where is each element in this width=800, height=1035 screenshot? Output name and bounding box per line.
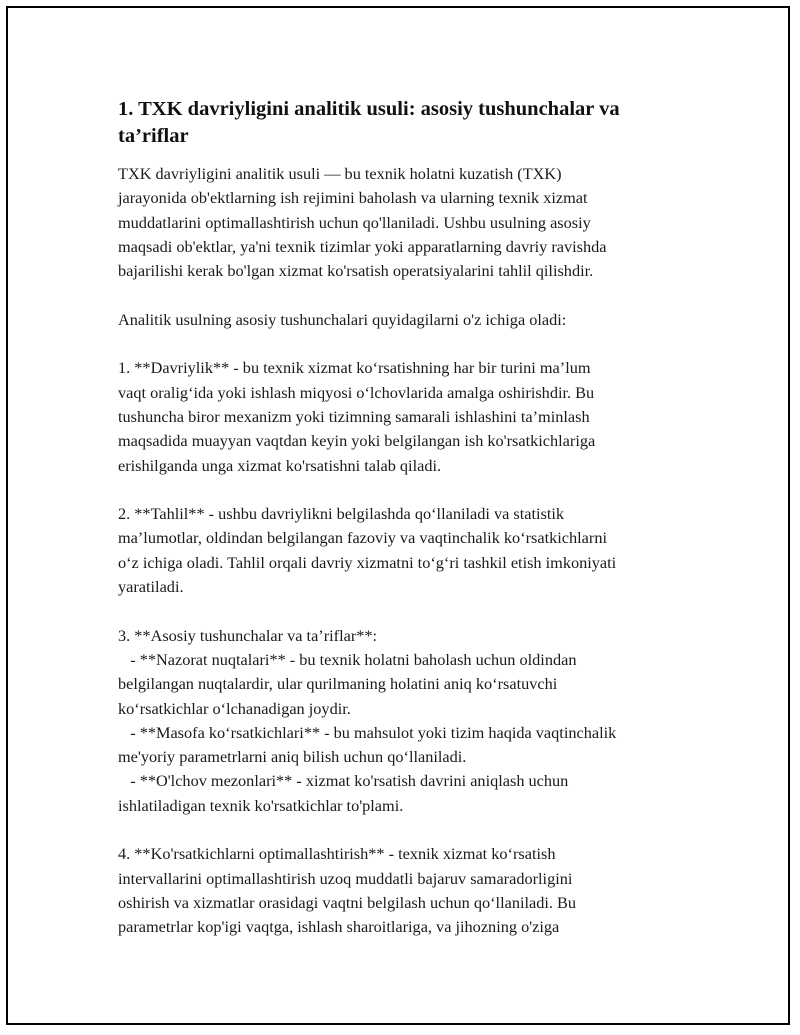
list-item-analysis xyxy=(118,502,690,599)
heading-line: ta’riflar xyxy=(118,125,189,147)
text-line: - **Nazorat nuqtalari** - bu texnik holatni baholash uchun oldindan xyxy=(118,649,577,669)
text-line: tushuncha biror mexanizm yoki tizimning samarali ishlashini ta’minlash xyxy=(118,406,590,426)
text-line: 2. **Tahlil** - ushbu davriylikni belgilashda qo‘llaniladi va statistik xyxy=(118,504,565,524)
text-line: ishlatiladigan texnik ko'rsatkichlar to'plami. xyxy=(118,795,404,815)
intro-paragraph xyxy=(118,162,690,283)
text-line: oshirish va xizmatlar orasidagi vaqtni belgilash uchun qo‘llaniladi. Bu xyxy=(118,892,577,912)
text-line: o‘z ichiga oladi. Tahlil orqali davriy xizmatni to‘g‘ri tashkil etish imkoniyati xyxy=(118,552,617,572)
heading-line: 1. TXK davriyligini analitik usuli: asosiy tushunchalar va xyxy=(118,98,620,120)
text-line: TXK davriyligini analitik usuli — bu texnik holatni kuzatish (TXK) xyxy=(118,164,562,183)
text-line: - **Masofa ko‘rsatkichlari** - bu mahsulot yoki tizim haqida vaqtinchalik xyxy=(118,722,617,742)
text-line: jarayonida ob'ektlarning ish rejimini baholash va ularning texnik xizmat xyxy=(118,188,588,208)
text-line: maqsadida muayyan vaqtdan keyin yoki belgilangan ish ko'rsatkichlariga xyxy=(118,431,596,451)
text-line: vaqt oralig‘ida yoki ishlash miqyosi o‘lchovlarida amalga oshirishdir. Bu xyxy=(118,382,595,402)
text-line: muddatlarini optimallashtirish uchun qo'llaniladi. Ushbu usulning asosiy xyxy=(118,212,591,232)
text-line: maqsadi ob'ektlar, ya'ni texnik tizimlar yoki apparatlarning davriy ravishda xyxy=(118,236,607,256)
text-line: bajarilishi kerak bo'lgan xizmat ko'rsatish operatsiyalarini tahlil qilishdir. xyxy=(118,261,594,281)
text-line: me'yoriy parametrlarni aniq bilish uchun qo‘llaniladi. xyxy=(118,747,467,767)
list-item-optimization xyxy=(118,842,690,939)
section-heading xyxy=(118,96,690,150)
text-line: Analitik usulning asosiy tushunchalari quyidagilarni o'z ichiga oladi: xyxy=(118,309,567,329)
text-line: belgilangan nuqtalardir, ular qurilmaning holatini aniq ko‘rsatuvchi xyxy=(118,674,558,694)
text-line: ma’lumotlar, oldindan belgilangan fazoviy va vaqtinchalik ko‘rsatkichlarni xyxy=(118,528,607,548)
text-line: - **O'lchov mezonlari** - xizmat ko'rsatish davrini aniqlash uchun xyxy=(118,771,569,791)
text-line: 3. **Asosiy tushunchalar va ta’riflar**: xyxy=(118,625,378,645)
list-item-periodicity xyxy=(118,356,690,477)
list-item-definitions xyxy=(118,624,690,818)
concepts-intro-paragraph xyxy=(118,308,690,332)
text-line: 1. **Davriylik** - bu texnik xizmat ko‘rsatishning har bir turini ma’lum xyxy=(118,358,591,378)
document-body xyxy=(118,96,690,964)
text-line: 4. **Ko'rsatkichlarni optimallashtirish** - texnik xizmat ko‘rsatish xyxy=(118,844,556,864)
text-line: ko‘rsatkichlar o‘lchanadigan joydir. xyxy=(118,698,351,718)
text-line: erishilganda unga xizmat ko'rsatishni talab qiladi. xyxy=(118,455,442,475)
text-line: intervallarini optimallashtirish uzoq muddatli bajaruv samaradorligini xyxy=(118,868,573,888)
text-line: parametrlar kop'igi vaqtga, ishlash sharoitlariga, va jihozning o'ziga xyxy=(118,917,560,937)
text-line: yaratiladi. xyxy=(118,577,184,597)
